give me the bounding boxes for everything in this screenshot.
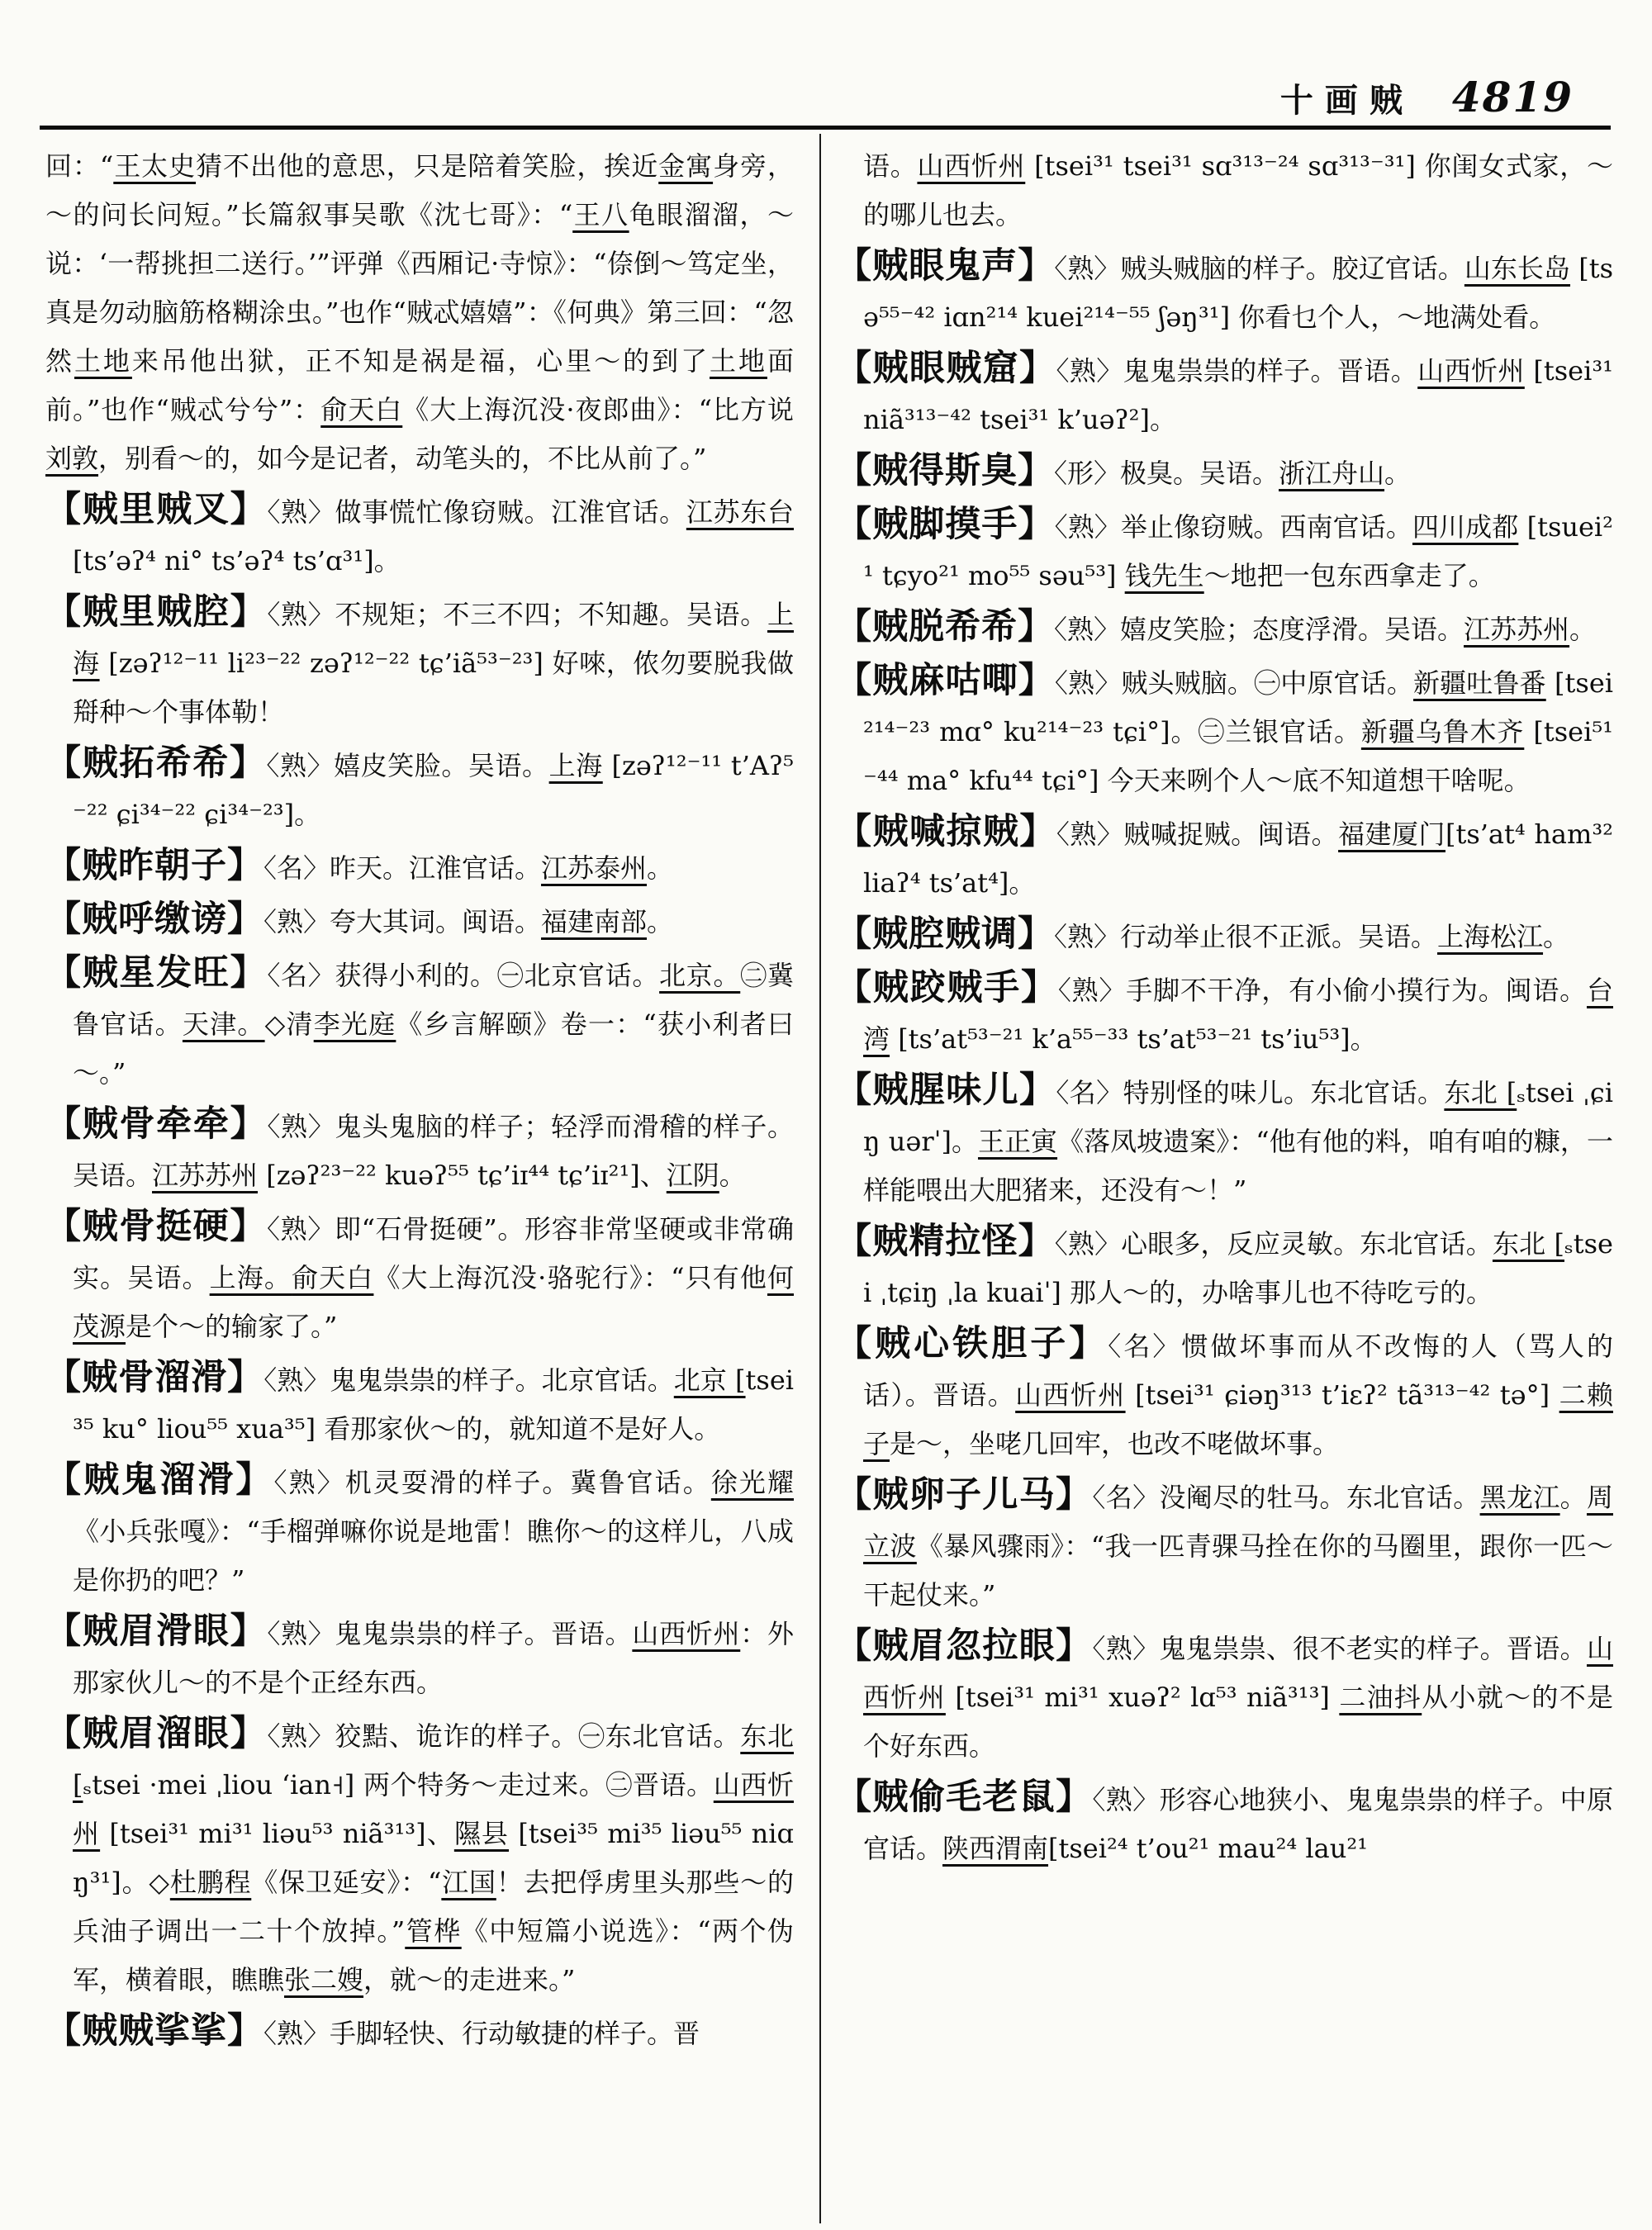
entry-definition: 〈熟〉嬉皮笑脸；态度浮滑。吴语。江苏苏州。 <box>1054 614 1597 645</box>
dictionary-entry <box>836 1217 1613 1317</box>
dictionary-entry <box>45 1710 794 2005</box>
entry-headword: 【贼眉滑眼】 <box>45 1611 268 1652</box>
entry-headword: 【贼眼贼窟】 <box>836 348 1056 389</box>
entry-headword: 【贼骨挺硬】 <box>45 1206 267 1247</box>
dictionary-entry <box>836 447 1613 498</box>
entry-headword: 【贼骨牵牵】 <box>45 1103 268 1145</box>
entry-headword: 【贼眉忽拉眼】 <box>836 1625 1093 1667</box>
entry-headword: 【贼贼挲挲】 <box>45 2010 263 2052</box>
entry-definition: 〈名〉昨天。江淮官话。江苏泰州。 <box>263 852 674 884</box>
right-column <box>836 142 1613 2220</box>
left-column <box>45 142 794 2220</box>
running-head <box>1280 73 1574 121</box>
entry-headword: 【贼跤贼手】 <box>836 967 1058 1008</box>
entry-definition: 〈熟〉做事慌忙像窃贼。江淮官话。江苏东台 [ts’əʔ⁴ ni° ts’əʔ⁴ ts’ɑ³¹]。 <box>73 496 794 576</box>
entry-definition: 〈熟〉机灵耍滑的样子。冀鲁官话。徐光耀《小兵张嘎》：“手榴弹嘛你说是地雷！瞧你～的这样儿，八成是你扔的吧？” <box>73 1467 794 1596</box>
radical-word: 贼 <box>1369 81 1414 120</box>
entry-headword: 【贼拓希希】 <box>45 743 267 784</box>
entry-headword: 【贼麻咕唧】 <box>836 660 1055 701</box>
entry-headword: 【贼星发旺】 <box>45 952 268 994</box>
entry-definition: 〈熟〉夸大其词。闽语。福建南部。 <box>263 906 674 937</box>
entry-definition: 〈名〉惯做坏事而从不改悔的人（骂人的话）。晋语。山西忻州 [tsei³¹ ɕiəŋ³¹³ t’iɛʔ² tã³¹³⁻⁴² tə°] 二赖子是～，坐咾几回牢，也改不咾做坏事。 <box>863 1331 1613 1459</box>
dictionary-entry <box>836 344 1613 444</box>
entry-definition: 〈熟〉即“石骨挺硬”。形容非常坚硬或非常确实。吴语。上海。俞天白《大上海沉没·骆驼行》：“只有他何茂源是个～的输家了。” <box>73 1213 794 1342</box>
entry-headword: 【贼偷毛老鼠】 <box>836 1777 1093 1818</box>
dictionary-entry <box>836 501 1613 600</box>
section-title <box>1280 74 1414 121</box>
continuation-paragraph <box>45 142 794 483</box>
column-divider <box>819 134 821 2223</box>
dictionary-entry <box>45 588 794 737</box>
entry-headword: 【贼得斯臭】 <box>836 450 1054 491</box>
entry-definition: 〈熟〉不规矩；不三不四；不知趣。吴语。上海 [zəʔ¹²⁻¹¹ li²³⁻²² zəʔ¹²⁻²² tɕ’iã⁵³⁻²³] 好唻，侬勿要脱我做搿种～个事体勒！ <box>73 599 794 728</box>
dictionary-entry <box>45 1354 794 1454</box>
entry-definition: 〈熟〉贼头贼脑的样子。胶辽官话。山东长岛 [tsə⁵⁵⁻⁴² iɑn²¹⁴ kuei²¹⁴⁻⁵⁵ ʃəŋ³¹] 你看乜个人，～地满处看。 <box>863 253 1613 333</box>
header-rule <box>40 126 1611 130</box>
entry-headword: 【贼眼鬼声】 <box>836 245 1055 287</box>
entry-definition: 〈熟〉鬼头鬼脑的样子；轻浮而滑稽的样子。吴语。江苏苏州 [zəʔ²³⁻²² kuəʔ⁵⁵ tɕ’iɪ⁴⁴ tɕ’iɪ²¹]、江阴。 <box>73 1111 794 1191</box>
entry-definition: 〈熟〉心眼多，反应灵敏。东北官话。东北 [ₛtsei ˌtɕiŋ ˌla kuaiˈ] 那人～的，办啥事儿也不待吃亏的。 <box>863 1228 1613 1308</box>
entry-definition: 〈熟〉鬼鬼祟祟的样子。晋语。山西忻州 [tsei³¹ niã³¹³⁻⁴² tsei³¹ k’uəʔ²]。 <box>863 355 1613 435</box>
entry-definition: 〈熟〉贼头贼脑。㊀中原官话。新疆吐鲁番 [tsei²¹⁴⁻²³ mɑ° ku²¹⁴⁻²³ tɕi°]。㊁兰银官话。新疆乌鲁木齐 [tsei⁵¹⁻⁴⁴ ma° kfu⁴⁴ tɕi°] 今天来咧个人～底不知道想干啥呢。 <box>863 667 1613 796</box>
entry-definition: 〈熟〉手脚不干净，有小偷小摸行为。闽语。台湾 [ts’at⁵³⁻²¹ k’a⁵⁵⁻³³ ts’at⁵³⁻²¹ ts’iu⁵³]。 <box>863 975 1613 1055</box>
dictionary-entry <box>45 842 794 893</box>
entry-headword: 【贼腔贼调】 <box>836 913 1054 955</box>
dictionary-entry <box>836 1622 1613 1771</box>
entry-definition: 〈名〉特别怪的味儿。东北官话。东北 [ₛtsei ˌɕiŋ uərˈ]。王正寅《落凤坡遗案》：“他有他的料，咱有咱的糠，一样能喂出大肥猪来，还没有～！” <box>863 1077 1613 1206</box>
entry-headword: 【贼脱希希】 <box>836 606 1054 648</box>
entry-headword: 【贼精拉怪】 <box>836 1221 1055 1262</box>
entry-definition: 〈熟〉鬼鬼祟祟、很不老实的样子。晋语。山西忻州 [tsei³¹ mi³¹ xuəʔ² lɑ⁵³ niã³¹³] 二油抖从小就～的不是个好东西。 <box>863 1633 1613 1762</box>
entry-definition: 〈熟〉狡黠、诡诈的样子。㊀东北官话。东北[ₛtsei ·mei ˌliou ʻian˧] 两个特务～走过来。㊁晋语。山西忻州 [tsei³¹ mi³¹ liəu⁵³ niã³¹³]、隰县 [tsei³⁵ mi³⁵ liəu⁵⁵ niɑŋ³¹]。◇杜鹏程《保卫延安》：“江国！去把俘虏里头那些～的兵油子调出一二十个放掉。”管桦《中短篇小说选》：“两个伪军，横着眼，瞧瞧张二嫂，就～的走进来。” <box>73 1720 794 1995</box>
entry-definition: 〈熟〉鬼鬼祟祟的样子。晋语。山西忻州：外那家伙儿～的不是个正经东西。 <box>73 1618 794 1698</box>
entry-headword: 【贼鬼溜滑】 <box>45 1459 274 1501</box>
dictionary-entry <box>836 603 1613 654</box>
dictionary-entry <box>45 1100 794 1200</box>
entry-headword: 【贼里贼腔】 <box>45 591 268 633</box>
dictionary-entry <box>45 1203 794 1351</box>
entry-headword: 【贼脚摸手】 <box>836 504 1055 545</box>
dictionary-entry <box>45 739 794 839</box>
dictionary-entry <box>45 2007 794 2058</box>
entry-definition: 〈熟〉嬉皮笑脸。吴语。上海 [zəʔ¹²⁻¹¹ t’Aʔ⁵⁻²² ɕi³⁴⁻²² ɕi³⁴⁻²³]。 <box>73 750 794 830</box>
dictionary-entry <box>836 1066 1613 1215</box>
entry-definition: 〈形〉极臭。吴语。浙江舟山。 <box>1054 458 1412 489</box>
dictionary-entry <box>836 657 1613 805</box>
dictionary-entry <box>45 486 794 586</box>
dictionary-entry <box>836 242 1613 342</box>
entry-headword: 【贼眉溜眼】 <box>45 1713 268 1754</box>
dictionary-entry <box>45 949 794 1098</box>
dictionary-entry <box>836 1320 1613 1468</box>
dictionary-entry <box>836 808 1613 908</box>
entry-definition: 回：“王太史猜不出他的意思，只是陪着笑脸，挨近金寓身旁，～的问长问短。”长篇叙事吴歌《沈七哥》：“王八龟眼溜溜，～说：‘一帮挑担二送行。’”评弹《西厢记·寺惊》：“倷倒～笃定坐，真是勿动脑筋格糊涂虫。”也作“贼忒嬉嬉”：《何典》第三回：“忽然土地来吊他出狱，正不知是祸是福，心里～的到了土地面前。”也作“贼忒兮兮”：俞天白《大上海沉没·夜郎曲》：“比方说刘敦，别看～的，如今是记者，动笔头的，不比从前了。” <box>45 150 794 474</box>
dictionary-entry <box>45 1607 794 1707</box>
dictionary-entry <box>45 1456 794 1605</box>
page-number: 4819 <box>1451 73 1574 121</box>
continuation-paragraph <box>836 142 1613 240</box>
entry-headword: 【贼腥味儿】 <box>836 1070 1056 1111</box>
dictionary-entry <box>836 1471 1613 1620</box>
entry-definition: 〈熟〉手脚轻快、行动敏捷的样子。晋 <box>263 2018 700 2049</box>
entry-headword: 【贼喊掠贼】 <box>836 811 1056 852</box>
entry-definition: 〈熟〉举止像窃贼。西南官话。四川成都 [tsuei²¹ tɕyo²¹ mo⁵⁵ səu⁵³] 钱先生～地把一包东西拿走了。 <box>863 511 1613 591</box>
entry-definition: 〈熟〉行动举止很不正派。吴语。上海松江。 <box>1054 921 1570 952</box>
dictionary-entry <box>836 964 1613 1064</box>
entry-headword: 【贼骨溜滑】 <box>45 1357 264 1398</box>
entry-definition: 〈熟〉形容心地狭小、鬼鬼祟祟的样子。中原官话。陕西渭南[tsei²⁴ t’ou²¹ mau²⁴ lau²¹ <box>863 1784 1613 1864</box>
entry-definition: 语。山西忻州 [tsei³¹ tsei³¹ sɑ³¹³⁻²⁴ sɑ³¹³⁻³¹] 你闺女式家，～的哪儿也去。 <box>863 150 1613 230</box>
entry-headword: 【贼呼缴谤】 <box>45 899 263 940</box>
entry-headword: 【贼卵子儿马】 <box>836 1474 1093 1516</box>
entry-definition: 〈名〉没阉尽的牡马。东北官话。黑龙江。周立波《暴风骤雨》：“我一匹青骒马拴在你的马圈里，跟你一匹～干起仗来。” <box>863 1482 1613 1611</box>
dictionary-entry <box>836 1773 1613 1873</box>
entry-headword: 【贼心铁胆子】 <box>836 1323 1108 1364</box>
entry-definition: 〈名〉获得小利的。㊀北京官话。北京。㊁冀鲁官话。天津。◇清李光庭《乡言解颐》卷一：“获小利者曰～。” <box>73 960 794 1089</box>
stroke-count-label: 十画 <box>1279 81 1370 120</box>
dictionary-entry <box>836 910 1613 961</box>
entry-headword: 【贼里贼叉】 <box>45 489 268 530</box>
entry-definition: 〈熟〉贼喊捉贼。闽语。福建厦门[ts’at⁴ ham³² liaʔ⁴ ts’at⁴]。 <box>863 818 1613 899</box>
entry-definition: 〈熟〉鬼鬼祟祟的样子。北京官话。北京 [tsei³⁵ ku° liou⁵⁵ xua³⁵] 看那家伙～的，就知道不是好人。 <box>73 1364 794 1445</box>
entry-headword: 【贼昨朝子】 <box>45 845 263 886</box>
dictionary-entry <box>45 895 794 947</box>
